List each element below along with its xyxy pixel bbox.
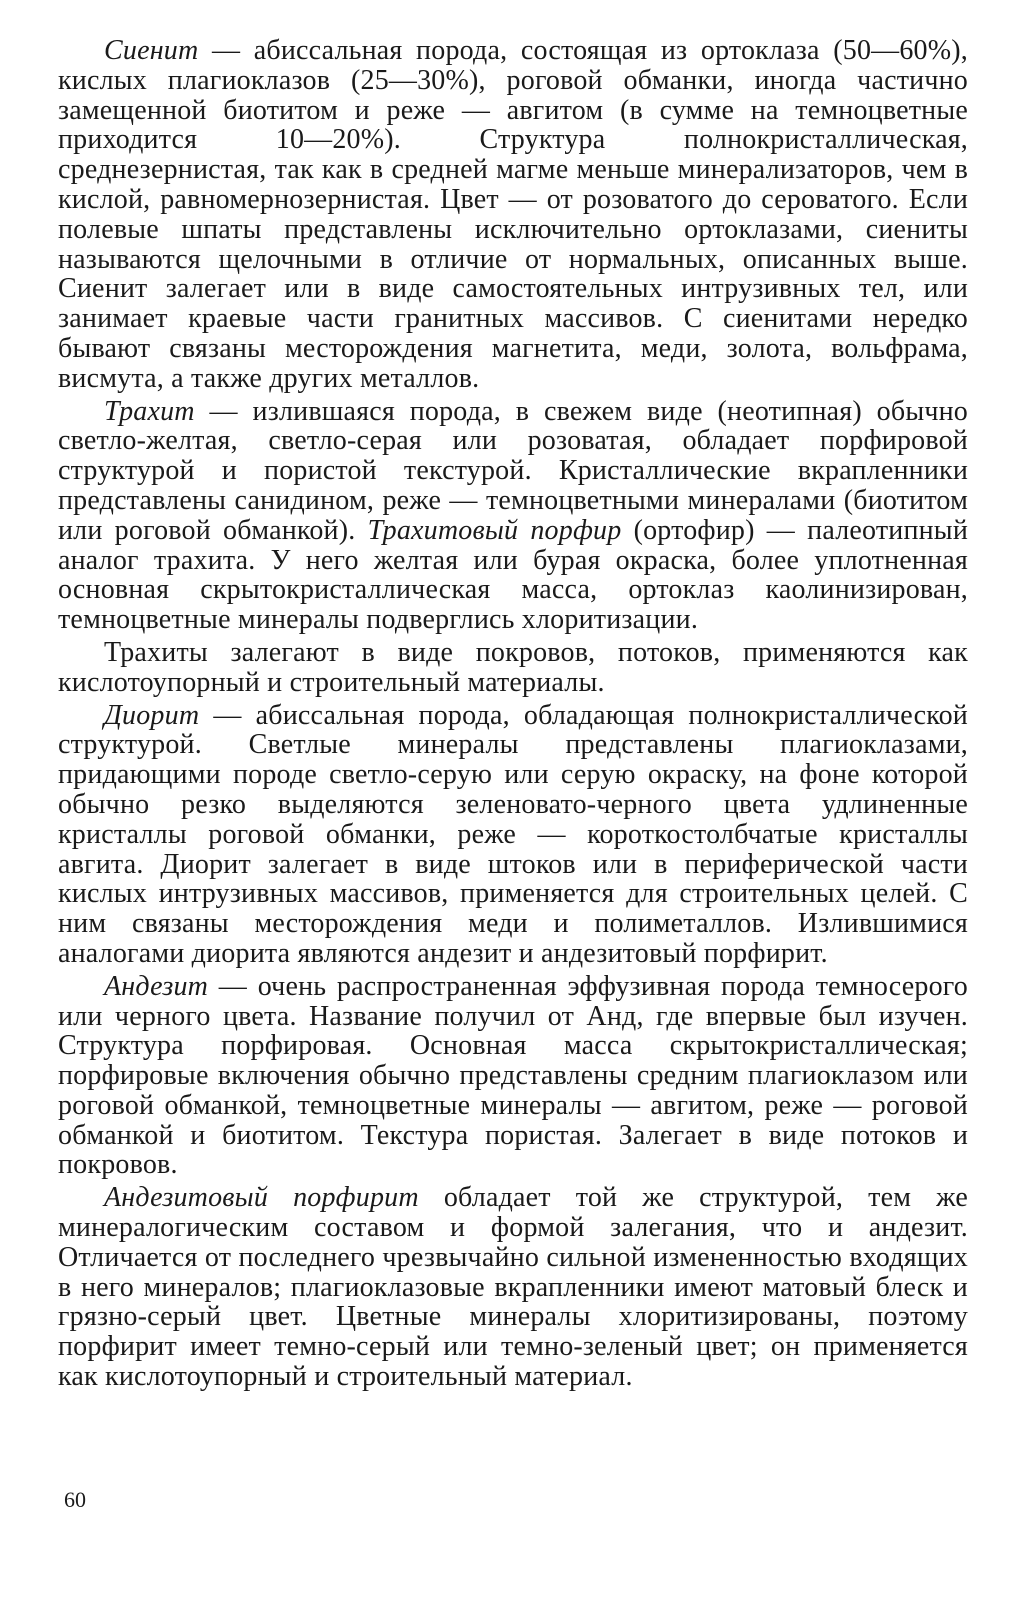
term-andesite-porphyrite: Андезитовый порфирит: [104, 1182, 419, 1214]
paragraph-trachyte-occurrence: [58, 638, 968, 698]
paragraph-text: обладает той же структурой, тем же минералогическим составом и формой залегания, что и андезит. Отличается от последнего чрезвычайно сильной измененностью входящих в него минералов; плагиоклазовые вкрапленники имеют матовый блеск и грязно-серый цвет. Цветные минералы хлоритизированы, поэтому порфирит имеет темно-серый или темно-зеленый цвет; он применяется как кислотоупорный и строительный материал.: [58, 1182, 968, 1393]
term-trachyte-porphyry: Трахитовый порфир: [367, 514, 622, 546]
paragraph-diorite: [58, 701, 968, 969]
paragraph-text: Трахиты залегают в виде покровов, потоков, применяются как кислотоупорный и строительный материалы.: [58, 636, 968, 698]
paragraph-sienite: [58, 36, 968, 394]
paragraph-andesite-porphyrite: [58, 1183, 968, 1392]
page-number: 60: [64, 1487, 86, 1512]
paragraph-text: — излившаяся порода, в свежем виде (неотипная) обычно светло-желтая, светло-серая или розоватая, обладает порфировой структурой и пористой текстурой. Кристаллические вкрапленники представлены санидином, реже — темноцветными минералами (биотитом или роговой обманкой).: [58, 395, 968, 546]
paragraph-text: — очень распространенная эффузивная порода темносерого или черного цвета. Название получил от Анд, где впервые был изучен. Структура порфировая. Основная масса скрытокристаллическая; порфировые включения обычно представлены средним плагиоклазом или роговой обманкой, темноцветные минералы — авгитом, реже — роговой обманкой и биотитом. Текстура пористая. Залегает в виде потоков и покровов.: [58, 970, 968, 1181]
term-diorite: Диорит: [104, 699, 200, 731]
page-body-text: [58, 36, 968, 1395]
paragraph-text: — абиссальная порода, обладающая полнокристаллической структурой. Светлые минералы представлены плагиоклазами, придающими породе светло-серую или серую окраску, на фоне которой обычно резко выделяются зеленовато-черного цвета удлиненные кристаллы роговой обманки, реже — короткостолбчатые кристаллы авгита. Диорит залегает в виде штоков или в периферической части кислых интрузивных массивов, применяется для строительных целей. С ним связаны месторождения меди и полиметаллов. Излившимися аналогами диорита являются андезит и андезитовый порфирит.: [58, 699, 968, 969]
term-sienite: Сиенит: [104, 35, 199, 66]
term-trachyte: Трахит: [104, 395, 195, 427]
paragraph-text: — абиссальная порода, состоящая из ортоклаза (50—60%), кислых плагиоклазов (25—30%), роговой обманки, иногда частично замещенной биотитом и реже — авгитом (в сумме на темноцветные приходится 10—20%). Структура полнокристаллическая, среднезернистая, так как в средней магме меньше минерализаторов, чем в кислой, равномернозернистая. Цвет — от розоватого до сероватого. Если полевые шпаты представлены исключительно ортоклазами, сиениты называются щелочными в отличие от нормальных, описанных выше. Сиенит залегает или в виде самостоятельных интрузивных тел, или занимает краевые части гранитных массивов. С сиенитами нередко бывают связаны месторождения магнетита, меди, золота, вольфрама, висмута, а также других металлов.: [58, 35, 968, 394]
paragraph-trachyte: [58, 397, 968, 635]
paragraph-text: (ортофир) — палеотипный аналог трахита. У него желтая или бурая окраска, более уплотненная основная скрытокристаллическая масса, ортоклаз каолинизирован, темноцветные минералы подверглись хлоритизации.: [58, 514, 969, 636]
paragraph-andesite: [58, 972, 968, 1181]
term-andesite: Андезит: [104, 970, 209, 1002]
